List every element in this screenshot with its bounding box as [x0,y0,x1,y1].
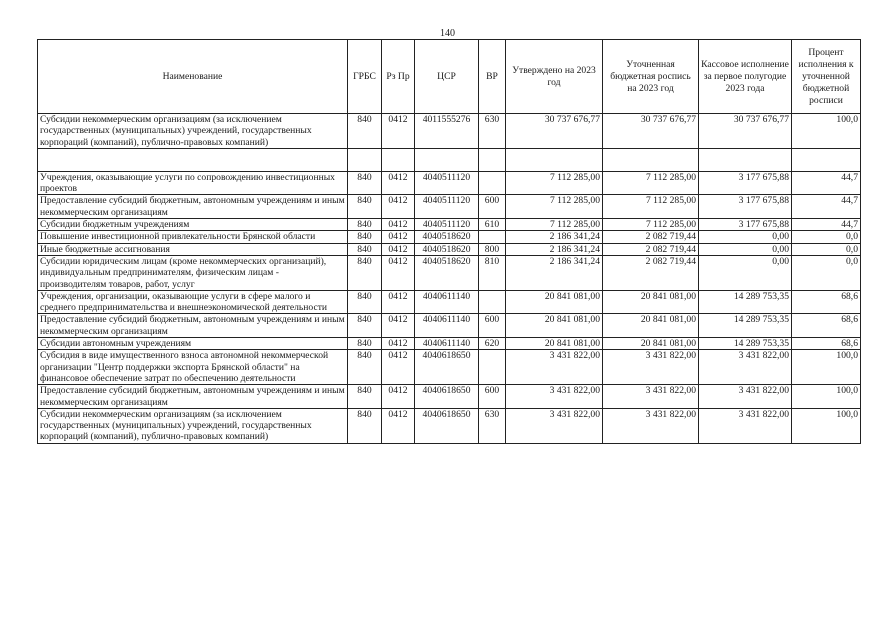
column-header-approved: Утверждено на 2023 год [506,40,603,114]
row-vr: 610 [479,219,506,231]
row-cash: 3 431 822,00 [699,408,792,443]
row-vr [479,171,506,195]
row-rzpr: 0412 [382,408,415,443]
row-name: Субсидии автономным учреждениям [38,338,348,350]
row-refined: 20 841 081,00 [603,314,699,338]
row-vr: 620 [479,338,506,350]
row-refined: 20 841 081,00 [603,290,699,314]
row-percent: 100,0 [792,385,861,409]
row-refined: 7 112 285,00 [603,171,699,195]
row-cash: 30 737 676,77 [699,114,792,149]
row-percent: 44,7 [792,219,861,231]
row-csr: 4040618650 [415,350,479,385]
row-name: Субсидия в виде имущественного взноса автономной некоммерческой организации "Центр поддержки экспорта Брянской области" на финансовое обеспечение затрат по обеспечению деятельности [38,350,348,385]
row-approved: 7 112 285,00 [506,219,603,231]
row-rzpr: 0412 [382,385,415,409]
row-approved: 3 431 822,00 [506,385,603,409]
table-row [38,219,861,231]
row-rzpr: 0412 [382,314,415,338]
row-rzpr: 0412 [382,195,415,219]
row-name: Повышение инвестиционной привлекательности Брянской области [38,231,348,243]
row-name: Учреждения, оказывающие услуги по сопровождению инвестиционных проектов [38,171,348,195]
row-grbs: 840 [348,255,382,290]
row-refined: 2 082 719,44 [603,231,699,243]
row-grbs: 840 [348,114,382,149]
row-rzpr: 0412 [382,243,415,255]
row-percent: 68,6 [792,290,861,314]
table-header-row [38,40,861,114]
row-refined: 3 431 822,00 [603,385,699,409]
row-csr: 4040518620 [415,231,479,243]
blank-cell [479,148,506,171]
table-row [38,171,861,195]
row-grbs: 840 [348,314,382,338]
row-cash: 3 177 675,88 [699,219,792,231]
row-vr [479,290,506,314]
row-rzpr: 0412 [382,290,415,314]
row-percent: 100,0 [792,114,861,149]
row-vr [479,231,506,243]
table-row [38,290,861,314]
row-csr: 4040518620 [415,243,479,255]
column-header-percent: Процент исполнения к уточненной бюджетной росписи [792,40,861,114]
row-rzpr: 0412 [382,350,415,385]
row-percent: 44,7 [792,171,861,195]
row-grbs: 840 [348,350,382,385]
column-header-grbs: ГРБС [348,40,382,114]
row-refined: 30 737 676,77 [603,114,699,149]
blank-cell [699,148,792,171]
row-rzpr: 0412 [382,171,415,195]
row-grbs: 840 [348,243,382,255]
row-percent: 0,0 [792,231,861,243]
row-approved: 2 186 341,24 [506,231,603,243]
row-approved: 20 841 081,00 [506,338,603,350]
row-refined: 20 841 081,00 [603,338,699,350]
row-rzpr: 0412 [382,255,415,290]
row-csr: 4040611140 [415,290,479,314]
blank-cell [506,148,603,171]
row-vr: 600 [479,314,506,338]
column-header-rzpr: Рз Пр [382,40,415,114]
column-header-name: Наименование [38,40,348,114]
budget-table [37,39,861,444]
row-percent: 0,0 [792,255,861,290]
row-vr: 600 [479,385,506,409]
column-header-csr: ЦСР [415,40,479,114]
row-name: Иные бюджетные ассигнования [38,243,348,255]
row-cash: 3 431 822,00 [699,350,792,385]
blank-cell [382,148,415,171]
row-percent: 68,6 [792,338,861,350]
blank-cell [792,148,861,171]
row-cash: 14 289 753,35 [699,338,792,350]
row-percent: 68,6 [792,314,861,338]
row-csr: 4040511120 [415,195,479,219]
blank-cell [415,148,479,171]
table-row [38,195,861,219]
row-percent: 44,7 [792,195,861,219]
row-approved: 20 841 081,00 [506,314,603,338]
page-number: 140 [440,28,455,39]
row-name: Предоставление субсидий бюджетным, автономным учреждениям и иным некоммерческим организациям [38,195,348,219]
row-percent: 100,0 [792,350,861,385]
table-row [38,314,861,338]
table-row [38,385,861,409]
row-percent: 100,0 [792,408,861,443]
table-row [38,114,861,149]
row-rzpr: 0412 [382,219,415,231]
row-csr: 4040511120 [415,171,479,195]
row-grbs: 840 [348,385,382,409]
column-header-vr: ВР [479,40,506,114]
row-csr: 4040611140 [415,338,479,350]
column-header-refined: Уточненная бюджетная роспись на 2023 год [603,40,699,114]
row-csr: 4011555276 [415,114,479,149]
row-cash: 3 177 675,88 [699,195,792,219]
row-csr: 4040511120 [415,219,479,231]
row-name: Предоставление субсидий бюджетным, автономным учреждениям и иным некоммерческим организациям [38,385,348,409]
blank-cell [348,148,382,171]
row-cash: 0,00 [699,243,792,255]
row-cash: 14 289 753,35 [699,314,792,338]
row-approved: 3 431 822,00 [506,408,603,443]
table-row [38,350,861,385]
row-name: Субсидии бюджетным учреждениям [38,219,348,231]
row-vr: 810 [479,255,506,290]
row-name: Предоставление субсидий бюджетным, автономным учреждениям и иным некоммерческим организациям [38,314,348,338]
table-row [38,408,861,443]
row-vr: 630 [479,114,506,149]
row-grbs: 840 [348,408,382,443]
row-refined: 2 082 719,44 [603,243,699,255]
row-name: Субсидии некоммерческим организациям (за исключением государственных (муниципальных) учреждений, государственных корпораций (компаний), публично-правовых компаний) [38,114,348,149]
blank-cell [38,148,348,171]
row-csr: 4040518620 [415,255,479,290]
row-grbs: 840 [348,171,382,195]
row-vr [479,350,506,385]
row-approved: 2 186 341,24 [506,243,603,255]
row-name: Субсидии некоммерческим организациям (за исключением государственных (муниципальных) учреждений, государственных корпораций (компаний), публично-правовых компаний) [38,408,348,443]
row-grbs: 840 [348,231,382,243]
row-cash: 3 431 822,00 [699,385,792,409]
row-grbs: 840 [348,219,382,231]
table-row [38,231,861,243]
row-vr: 600 [479,195,506,219]
row-rzpr: 0412 [382,114,415,149]
row-name: Учреждения, организации, оказывающие услуги в сфере малого и среднего предпринимательства и внешнеэкономической деятельности [38,290,348,314]
row-cash: 0,00 [699,255,792,290]
blank-cell [603,148,699,171]
row-vr: 630 [479,408,506,443]
row-approved: 2 186 341,24 [506,255,603,290]
row-grbs: 840 [348,195,382,219]
row-refined: 7 112 285,00 [603,195,699,219]
row-refined: 3 431 822,00 [603,408,699,443]
column-header-cash: Кассовое исполнение за первое полугодие 2023 года [699,40,792,114]
row-refined: 7 112 285,00 [603,219,699,231]
row-vr: 800 [479,243,506,255]
row-cash: 0,00 [699,231,792,243]
row-csr: 4040618650 [415,408,479,443]
row-rzpr: 0412 [382,338,415,350]
table-row [38,243,861,255]
blank-row [38,148,861,171]
row-approved: 7 112 285,00 [506,171,603,195]
row-csr: 4040611140 [415,314,479,338]
row-approved: 20 841 081,00 [506,290,603,314]
table-row [38,255,861,290]
row-approved: 30 737 676,77 [506,114,603,149]
row-cash: 14 289 753,35 [699,290,792,314]
row-approved: 3 431 822,00 [506,350,603,385]
row-refined: 3 431 822,00 [603,350,699,385]
row-rzpr: 0412 [382,231,415,243]
row-csr: 4040618650 [415,385,479,409]
row-grbs: 840 [348,338,382,350]
table-row [38,338,861,350]
row-grbs: 840 [348,290,382,314]
row-refined: 2 082 719,44 [603,255,699,290]
row-name: Субсидии юридическим лицам (кроме некоммерческих организаций), индивидуальным предпринимателям, физическим лицам - производителям товаров, работ, услуг [38,255,348,290]
row-percent: 0,0 [792,243,861,255]
row-approved: 7 112 285,00 [506,195,603,219]
row-cash: 3 177 675,88 [699,171,792,195]
